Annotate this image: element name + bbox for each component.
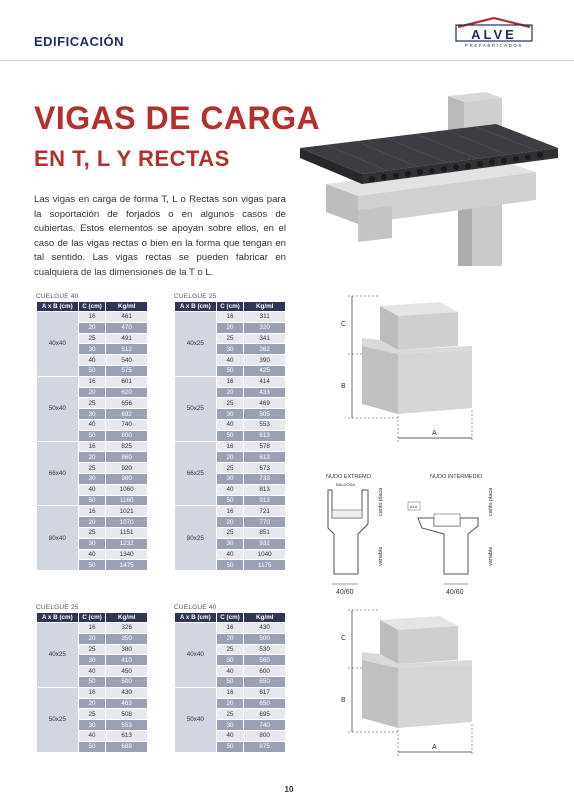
kg-cell: 1475 bbox=[106, 560, 148, 571]
dimension-cell: 66x25 bbox=[175, 441, 217, 506]
c-cell: 16 bbox=[78, 623, 106, 634]
logo-subtext: PREFABRICADOS bbox=[465, 43, 523, 48]
variable-left: variable bbox=[378, 546, 384, 566]
c-cell: 25 bbox=[216, 463, 244, 474]
c-cell: 30 bbox=[216, 720, 244, 731]
kg-cell: 851 bbox=[244, 527, 286, 538]
kg-cell: 380 bbox=[106, 644, 148, 655]
dimension-cell: 50x25 bbox=[37, 687, 79, 752]
kg-cell: 469 bbox=[244, 398, 286, 409]
c-cell: 16 bbox=[216, 687, 244, 698]
c-cell: 20 bbox=[78, 698, 106, 709]
kg-cell: 980 bbox=[106, 473, 148, 484]
kg-cell: 740 bbox=[106, 419, 148, 430]
c-cell: 25 bbox=[216, 398, 244, 409]
c-cell: 16 bbox=[78, 687, 106, 698]
table-cuelgue-40-small bbox=[174, 603, 286, 753]
dimension-cell: 50x40 bbox=[37, 376, 79, 441]
kg-cell: 450 bbox=[106, 666, 148, 677]
column-header: C (cm) bbox=[216, 613, 244, 623]
kg-cell: 575 bbox=[106, 365, 148, 376]
kg-cell: 688 bbox=[106, 741, 148, 752]
intro-paragraph: Las vigas en carga de forma T, L o Rectas son vigas para la soportación de forjados o en algunos casos de cubiertas. Estos elementos se apoyan sobre ellos, en el caso de las vigas rectas o bien en la forma que tengan en tal sentido. Las vigas rectas se pueden fabricar en cualquiera de las dimensiones de la T o L. bbox=[34, 194, 286, 278]
c-cell: 20 bbox=[216, 517, 244, 528]
column-header: A x B (cm) bbox=[37, 302, 79, 312]
kg-cell: 505 bbox=[244, 409, 286, 420]
kg-cell: 390 bbox=[244, 355, 286, 366]
kg-cell: 341 bbox=[244, 333, 286, 344]
kg-cell: 673 bbox=[244, 463, 286, 474]
table-cuelgue-40-large bbox=[36, 292, 148, 571]
kg-cell: 613 bbox=[244, 452, 286, 463]
c-cell: 50 bbox=[216, 676, 244, 687]
column-header: Kg/ml bbox=[106, 302, 148, 312]
c-cell: 16 bbox=[216, 441, 244, 452]
dim-b-label: B bbox=[341, 383, 346, 390]
c-cell: 40 bbox=[216, 355, 244, 366]
c-cell: 25 bbox=[216, 709, 244, 720]
table-row bbox=[175, 312, 286, 323]
c-cell: 25 bbox=[78, 527, 106, 538]
c-cell: 30 bbox=[216, 409, 244, 420]
kg-cell: 1021 bbox=[106, 506, 148, 517]
spec-table bbox=[174, 612, 286, 753]
dimension-cell: 40x40 bbox=[175, 623, 217, 688]
logo-text: ALVE bbox=[471, 27, 517, 42]
c-cell: 16 bbox=[78, 312, 106, 323]
c-cell: 16 bbox=[78, 506, 106, 517]
dimension-cell: 50x40 bbox=[175, 687, 217, 752]
c-cell: 50 bbox=[78, 365, 106, 376]
kg-cell: 1340 bbox=[106, 549, 148, 560]
column-header: Kg/ml bbox=[244, 613, 286, 623]
c-cell: 50 bbox=[216, 741, 244, 752]
table-row bbox=[37, 506, 148, 517]
table-row bbox=[37, 441, 148, 452]
kg-cell: 433 bbox=[244, 387, 286, 398]
dimension-cell: 80x40 bbox=[37, 506, 79, 571]
kg-cell: 553 bbox=[106, 720, 148, 731]
table-row bbox=[37, 312, 148, 323]
width-left: 40/60 bbox=[336, 589, 354, 596]
table-caption: CUELGUE 25 bbox=[36, 604, 79, 611]
kg-cell: 860 bbox=[106, 452, 148, 463]
c-cell: 30 bbox=[78, 538, 106, 549]
c-cell: 25 bbox=[78, 709, 106, 720]
kg-cell: 410 bbox=[106, 655, 148, 666]
kg-cell: 430 bbox=[244, 623, 286, 634]
width-right: 40/60 bbox=[446, 589, 464, 596]
kg-cell: 600 bbox=[244, 666, 286, 677]
dimension-cell: 40x40 bbox=[37, 312, 79, 377]
c-cell: 20 bbox=[78, 452, 106, 463]
c-cell: 25 bbox=[216, 527, 244, 538]
node-detail-diagram bbox=[318, 470, 528, 605]
kg-cell: 530 bbox=[244, 644, 286, 655]
c-cell: 40 bbox=[78, 484, 106, 495]
column-header: C (cm) bbox=[216, 302, 244, 312]
kg-cell: 875 bbox=[244, 741, 286, 752]
dimension-cell: 40x25 bbox=[175, 312, 217, 377]
c-cell: 30 bbox=[216, 473, 244, 484]
kg-cell: 1232 bbox=[106, 538, 148, 549]
kg-cell: 470 bbox=[106, 322, 148, 333]
page-header bbox=[0, 0, 574, 64]
kg-cell: 695 bbox=[244, 709, 286, 720]
kg-cell: 311 bbox=[244, 312, 286, 323]
kg-cell: 770 bbox=[244, 517, 286, 528]
kg-cell: 740 bbox=[244, 720, 286, 731]
c-cell: 20 bbox=[216, 698, 244, 709]
c-cell: 50 bbox=[216, 560, 244, 571]
header-divider bbox=[0, 60, 574, 61]
table-header-row bbox=[175, 302, 286, 312]
dim-b-label-2: B bbox=[341, 697, 346, 704]
dim-c-label-2: C bbox=[341, 635, 347, 642]
kg-cell: 913 bbox=[244, 495, 286, 506]
kg-cell: 825 bbox=[106, 441, 148, 452]
kg-cell: 508 bbox=[106, 709, 148, 720]
spec-table bbox=[36, 301, 148, 571]
kg-cell: 613 bbox=[106, 730, 148, 741]
section-label: EDIFICACIÓN bbox=[34, 34, 124, 49]
canto-placa-left: canto placa bbox=[378, 487, 384, 516]
kg-cell: 733 bbox=[244, 473, 286, 484]
c-cell: 20 bbox=[78, 633, 106, 644]
kg-cell: 1151 bbox=[106, 527, 148, 538]
c-cell: 20 bbox=[78, 387, 106, 398]
c-cell: 30 bbox=[78, 655, 106, 666]
table-row bbox=[175, 376, 286, 387]
kg-cell: 463 bbox=[106, 698, 148, 709]
column-header: Kg/ml bbox=[244, 302, 286, 312]
c-cell: 16 bbox=[216, 376, 244, 387]
kg-cell: 1070 bbox=[106, 517, 148, 528]
c-cell: 25 bbox=[78, 463, 106, 474]
kg-cell: 601 bbox=[106, 376, 148, 387]
kg-cell: 500 bbox=[106, 676, 148, 687]
kg-cell: 813 bbox=[244, 484, 286, 495]
dim-c-label: C bbox=[341, 321, 347, 328]
kg-cell: 362 bbox=[244, 344, 286, 355]
c-cell: 30 bbox=[216, 655, 244, 666]
kg-cell: 540 bbox=[106, 355, 148, 366]
c-cell: 25 bbox=[78, 333, 106, 344]
c-cell: 20 bbox=[216, 322, 244, 333]
dimension-cell: 40x25 bbox=[37, 623, 79, 688]
page-title: VIGAS DE CARGA bbox=[34, 100, 321, 136]
table-caption: CUELGUE 40 bbox=[174, 604, 217, 611]
kg-cell: 620 bbox=[106, 387, 148, 398]
c-cell: 30 bbox=[216, 344, 244, 355]
nudo-extremo-label: NUDO EXTREMO bbox=[326, 474, 371, 480]
kg-cell: 414 bbox=[244, 376, 286, 387]
kg-cell: 425 bbox=[244, 365, 286, 376]
spec-table bbox=[36, 612, 148, 753]
table-row bbox=[175, 623, 286, 634]
c-cell: 50 bbox=[78, 430, 106, 441]
kg-cell: 800 bbox=[106, 430, 148, 441]
c-cell: 20 bbox=[216, 452, 244, 463]
kg-cell: 578 bbox=[244, 441, 286, 452]
baldosa-label: BALDOSA bbox=[336, 482, 355, 487]
nudo-intermedio-label: NUDO INTERMEDIO bbox=[430, 474, 483, 480]
kg-cell: 326 bbox=[106, 623, 148, 634]
c-cell: 30 bbox=[78, 720, 106, 731]
c-cell: 50 bbox=[78, 741, 106, 752]
page-number: 10 bbox=[284, 785, 294, 794]
c-cell: 40 bbox=[216, 549, 244, 560]
table-row bbox=[37, 623, 148, 634]
c-cell: 40 bbox=[78, 419, 106, 430]
column-header: C (cm) bbox=[78, 613, 106, 623]
beam-section-diagram-top bbox=[322, 292, 492, 457]
c-cell: 25 bbox=[216, 333, 244, 344]
c-cell: 50 bbox=[78, 495, 106, 506]
kg-cell: 430 bbox=[106, 687, 148, 698]
c-cell: 50 bbox=[216, 495, 244, 506]
dimension-cell: 80x25 bbox=[175, 506, 217, 571]
c-cell: 16 bbox=[216, 506, 244, 517]
c-cell: 40 bbox=[78, 549, 106, 560]
table-header-row bbox=[37, 613, 148, 623]
c-cell: 50 bbox=[78, 560, 106, 571]
c-cell: 40 bbox=[216, 484, 244, 495]
column-header: A x B (cm) bbox=[175, 302, 217, 312]
c-cell: 30 bbox=[216, 538, 244, 549]
kg-cell: 1175 bbox=[244, 560, 286, 571]
c-cell: 16 bbox=[216, 623, 244, 634]
beam-photo bbox=[296, 88, 566, 268]
kg-cell: 320 bbox=[244, 322, 286, 333]
kg-cell: 461 bbox=[106, 312, 148, 323]
column-header: Kg/ml bbox=[106, 613, 148, 623]
table-header-row bbox=[175, 613, 286, 623]
c-cell: 25 bbox=[78, 644, 106, 655]
c-cell: 16 bbox=[216, 312, 244, 323]
column-header: A x B (cm) bbox=[37, 613, 79, 623]
table-row bbox=[175, 506, 286, 517]
kg-cell: 491 bbox=[106, 333, 148, 344]
table-caption: CUELGUE 40 bbox=[36, 293, 79, 300]
variable-right: variable bbox=[488, 546, 494, 566]
c-cell: 50 bbox=[78, 676, 106, 687]
c-cell: 50 bbox=[216, 430, 244, 441]
kg-cell: 692 bbox=[106, 409, 148, 420]
c-cell: 40 bbox=[216, 666, 244, 677]
c-cell: 25 bbox=[216, 644, 244, 655]
canto-placa-right: canto placa bbox=[488, 487, 494, 516]
kg-cell: 721 bbox=[244, 506, 286, 517]
c-cell: 40 bbox=[78, 730, 106, 741]
kg-cell: 560 bbox=[244, 655, 286, 666]
c-cell: 16 bbox=[78, 376, 106, 387]
c-cell: 20 bbox=[78, 517, 106, 528]
kg-cell: 1040 bbox=[244, 549, 286, 560]
table-caption: CUELGUE 25 bbox=[174, 293, 217, 300]
ala-label: ALA bbox=[410, 504, 418, 509]
kg-cell: 920 bbox=[106, 463, 148, 474]
spec-table bbox=[174, 301, 286, 571]
table-row bbox=[175, 687, 286, 698]
c-cell: 20 bbox=[78, 322, 106, 333]
dimension-cell: 66x40 bbox=[37, 441, 79, 506]
column-header: A x B (cm) bbox=[175, 613, 217, 623]
column-header: C (cm) bbox=[78, 302, 106, 312]
table-header-row bbox=[37, 302, 148, 312]
kg-cell: 650 bbox=[244, 698, 286, 709]
c-cell: 20 bbox=[216, 633, 244, 644]
c-cell: 20 bbox=[216, 387, 244, 398]
c-cell: 30 bbox=[78, 344, 106, 355]
kg-cell: 1160 bbox=[106, 495, 148, 506]
table-cuelgue-25-small bbox=[36, 603, 148, 753]
c-cell: 40 bbox=[216, 419, 244, 430]
kg-cell: 1060 bbox=[106, 484, 148, 495]
c-cell: 40 bbox=[78, 666, 106, 677]
table-row bbox=[37, 376, 148, 387]
table-row bbox=[175, 441, 286, 452]
kg-cell: 613 bbox=[244, 430, 286, 441]
dimension-cell: 50x25 bbox=[175, 376, 217, 441]
kg-cell: 500 bbox=[244, 633, 286, 644]
c-cell: 16 bbox=[78, 441, 106, 452]
kg-cell: 656 bbox=[106, 398, 148, 409]
c-cell: 30 bbox=[78, 409, 106, 420]
dim-a-label-2: A bbox=[432, 744, 437, 751]
c-cell: 40 bbox=[78, 355, 106, 366]
kg-cell: 800 bbox=[244, 730, 286, 741]
kg-cell: 650 bbox=[244, 676, 286, 687]
c-cell: 25 bbox=[78, 398, 106, 409]
beam-section-diagram-bottom bbox=[322, 606, 492, 771]
brand-logo bbox=[452, 16, 536, 50]
c-cell: 50 bbox=[216, 365, 244, 376]
table-cuelgue-25-large bbox=[174, 292, 286, 571]
kg-cell: 932 bbox=[244, 538, 286, 549]
c-cell: 40 bbox=[216, 730, 244, 741]
kg-cell: 617 bbox=[244, 687, 286, 698]
c-cell: 30 bbox=[78, 473, 106, 484]
page-subtitle: EN T, L Y RECTAS bbox=[34, 146, 230, 171]
table-row bbox=[37, 687, 148, 698]
kg-cell: 350 bbox=[106, 633, 148, 644]
kg-cell: 512 bbox=[106, 344, 148, 355]
kg-cell: 553 bbox=[244, 419, 286, 430]
dim-a-label: A bbox=[432, 430, 437, 437]
